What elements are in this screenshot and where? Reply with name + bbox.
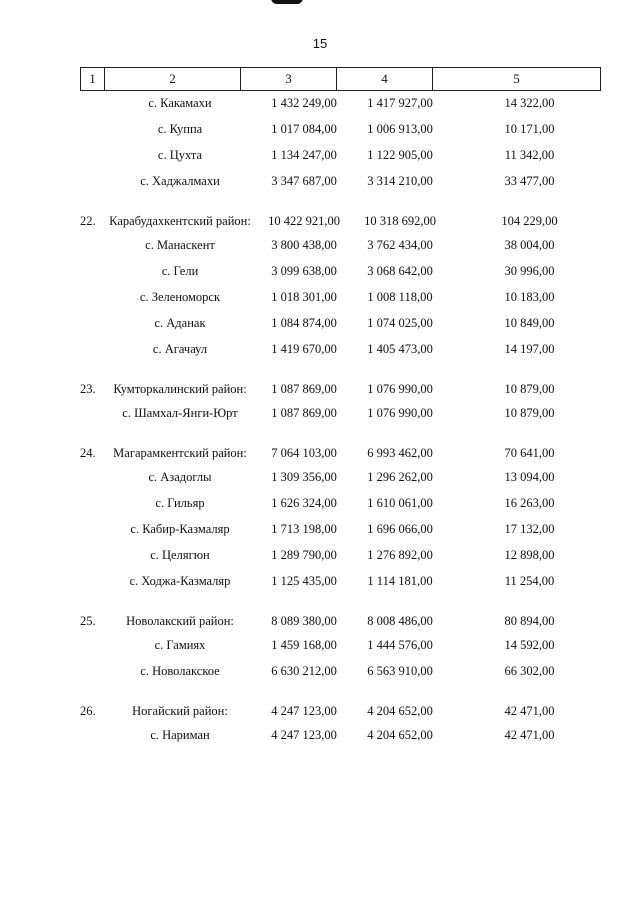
table-row bbox=[80, 173, 601, 189]
row-name: с. Цухта bbox=[157, 148, 203, 162]
row-number bbox=[80, 573, 104, 589]
district-row bbox=[80, 381, 601, 397]
row-number: 25. bbox=[80, 614, 96, 628]
row-name: с. Агачаул bbox=[152, 342, 208, 356]
header-col-5: 5 bbox=[513, 71, 520, 86]
district-row bbox=[80, 613, 601, 629]
value-col-4: 6 563 910,00 bbox=[367, 664, 433, 678]
row-name: с. Гамиях bbox=[154, 638, 206, 652]
value-col-5: 10 879,00 bbox=[504, 382, 555, 396]
row-number: 24. bbox=[80, 446, 96, 460]
value-col-5: 12 898,00 bbox=[504, 548, 555, 562]
row-name: с. Какамахи bbox=[148, 96, 212, 110]
value-col-4: 1 417 927,00 bbox=[367, 96, 433, 110]
value-col-4: 3 762 434,00 bbox=[367, 238, 433, 252]
row-number bbox=[80, 315, 104, 331]
table-row bbox=[80, 727, 601, 743]
row-name: Новолакский район: bbox=[126, 614, 234, 628]
value-col-5: 13 094,00 bbox=[504, 470, 555, 484]
row-name: с. Зеленоморск bbox=[139, 290, 221, 304]
value-col-5: 10 171,00 bbox=[504, 122, 555, 136]
value-col-3: 7 064 103,00 bbox=[271, 446, 337, 460]
table-row bbox=[80, 637, 601, 653]
value-col-3: 1 017 084,00 bbox=[271, 122, 337, 136]
table-row bbox=[80, 289, 601, 305]
row-number bbox=[80, 405, 104, 421]
value-col-3: 10 422 921,00 bbox=[268, 214, 340, 228]
table-row bbox=[80, 237, 601, 253]
row-number bbox=[80, 341, 104, 357]
row-number bbox=[80, 121, 104, 137]
table-header bbox=[80, 67, 601, 91]
value-col-3: 6 630 212,00 bbox=[271, 664, 337, 678]
row-number bbox=[80, 147, 104, 163]
value-col-5: 30 996,00 bbox=[504, 264, 555, 278]
table-row bbox=[80, 263, 601, 279]
value-col-4: 1 276 892,00 bbox=[367, 548, 433, 562]
row-name: с. Азадоглы bbox=[148, 470, 212, 484]
value-col-4: 1 008 118,00 bbox=[367, 290, 433, 304]
row-name: с. Хаджалмахи bbox=[140, 174, 220, 188]
table-row bbox=[80, 663, 601, 679]
value-col-3: 1 018 301,00 bbox=[271, 290, 337, 304]
value-col-5: 16 263,00 bbox=[504, 496, 555, 510]
table-row bbox=[80, 573, 601, 589]
table-row bbox=[80, 315, 601, 331]
value-col-4: 1 444 576,00 bbox=[367, 638, 433, 652]
value-col-3: 1 459 168,00 bbox=[271, 638, 337, 652]
header-col-3: 3 bbox=[241, 68, 337, 90]
district-row bbox=[80, 445, 601, 461]
value-col-5: 14 322,00 bbox=[504, 96, 555, 110]
value-col-4: 4 204 652,00 bbox=[367, 704, 433, 718]
value-col-3: 4 247 123,00 bbox=[271, 704, 337, 718]
table-row bbox=[80, 405, 601, 421]
value-col-4: 1 074 025,00 bbox=[367, 316, 433, 330]
district-row bbox=[80, 213, 601, 229]
row-name: с. Манаскент bbox=[145, 238, 215, 252]
row-number bbox=[80, 495, 104, 511]
value-col-4: 3 314 210,00 bbox=[367, 174, 433, 188]
row-name: Магарамкентский район: bbox=[113, 446, 247, 460]
value-col-3: 3 800 438,00 bbox=[271, 238, 337, 252]
value-col-5: 10 849,00 bbox=[504, 316, 555, 330]
row-name: Карабудахкентский район: bbox=[109, 214, 251, 228]
row-name: с. Целягюн bbox=[150, 548, 210, 562]
value-col-3: 1 626 324,00 bbox=[271, 496, 337, 510]
row-name: с. Кабир-Казмаляр bbox=[130, 522, 230, 536]
table-row bbox=[80, 469, 601, 485]
value-col-4: 4 204 652,00 bbox=[367, 728, 433, 742]
value-col-4: 1 696 066,00 bbox=[367, 522, 433, 536]
value-col-3: 8 089 380,00 bbox=[271, 614, 337, 628]
row-number bbox=[80, 263, 104, 279]
value-col-5: 14 592,00 bbox=[504, 638, 555, 652]
value-col-3: 1 309 356,00 bbox=[271, 470, 337, 484]
table-row bbox=[80, 521, 601, 537]
row-name: с. Ходжа-Казмаляр bbox=[129, 574, 231, 588]
table-row bbox=[80, 121, 601, 137]
value-col-4: 1 610 061,00 bbox=[367, 496, 433, 510]
value-col-3: 1 419 670,00 bbox=[271, 342, 337, 356]
row-number bbox=[80, 637, 104, 653]
row-name: с. Гильяр bbox=[155, 496, 205, 510]
row-number bbox=[80, 547, 104, 563]
value-col-3: 1 125 435,00 bbox=[271, 574, 337, 588]
value-col-3: 4 247 123,00 bbox=[271, 728, 337, 742]
row-name: с. Гели bbox=[161, 264, 199, 278]
value-col-3: 1 289 790,00 bbox=[271, 548, 337, 562]
header-col-2: 2 bbox=[105, 68, 241, 90]
value-col-3: 3 347 687,00 bbox=[271, 174, 337, 188]
value-col-3: 1 087 869,00 bbox=[271, 406, 337, 420]
row-name: Кумторкалинский район: bbox=[113, 382, 247, 396]
value-col-4: 10 318 692,00 bbox=[364, 214, 436, 228]
row-number bbox=[80, 95, 104, 111]
row-number: 23. bbox=[80, 382, 96, 396]
value-col-4: 1 114 181,00 bbox=[367, 574, 433, 588]
value-col-4: 1 076 990,00 bbox=[367, 406, 433, 420]
value-col-4: 3 068 642,00 bbox=[367, 264, 433, 278]
value-col-4: 1 122 905,00 bbox=[367, 148, 433, 162]
table-row bbox=[80, 495, 601, 511]
header-col-1: 1 bbox=[81, 68, 105, 90]
row-name: с. Куппа bbox=[157, 122, 203, 136]
value-col-5: 33 477,00 bbox=[504, 174, 555, 188]
value-col-5: 17 132,00 bbox=[504, 522, 555, 536]
table-row bbox=[80, 147, 601, 163]
value-col-3: 3 099 638,00 bbox=[271, 264, 337, 278]
value-col-5: 42 471,00 bbox=[504, 704, 555, 718]
table-row bbox=[80, 547, 601, 563]
value-col-5: 38 004,00 bbox=[504, 238, 555, 252]
row-name: с. Шамхал-Янги-Юрт bbox=[122, 406, 238, 420]
row-name: с. Новолакское bbox=[140, 664, 220, 678]
value-col-5: 104 229,00 bbox=[501, 214, 558, 228]
row-number bbox=[80, 663, 104, 679]
row-number bbox=[80, 521, 104, 537]
value-col-3: 1 713 198,00 bbox=[271, 522, 337, 536]
value-col-5: 10 183,00 bbox=[504, 290, 555, 304]
value-col-3: 1 084 874,00 bbox=[271, 316, 337, 330]
value-col-5: 11 342,00 bbox=[504, 148, 555, 162]
value-col-3: 1 432 249,00 bbox=[271, 96, 337, 110]
value-col-5: 70 641,00 bbox=[504, 446, 555, 460]
row-number bbox=[80, 173, 104, 189]
value-col-4: 6 993 462,00 bbox=[367, 446, 433, 460]
value-col-5: 66 302,00 bbox=[504, 664, 555, 678]
value-col-5: 11 254,00 bbox=[504, 574, 555, 588]
table-row bbox=[80, 95, 601, 111]
binding-mark bbox=[271, 0, 303, 4]
value-col-4: 1 405 473,00 bbox=[367, 342, 433, 356]
value-col-5: 10 879,00 bbox=[504, 406, 555, 420]
value-col-5: 14 197,00 bbox=[504, 342, 555, 356]
value-col-4: 1 006 913,00 bbox=[367, 122, 433, 136]
row-name: Ногайский район: bbox=[132, 704, 228, 718]
table-row bbox=[80, 341, 601, 357]
table-body bbox=[80, 91, 601, 743]
row-number bbox=[80, 469, 104, 485]
value-col-3: 1 087 869,00 bbox=[271, 382, 337, 396]
row-number: 22. bbox=[80, 214, 96, 228]
value-col-3: 1 134 247,00 bbox=[271, 148, 337, 162]
row-name: с. Аданак bbox=[154, 316, 206, 330]
row-name: с. Нариман bbox=[150, 728, 210, 742]
row-number bbox=[80, 289, 104, 305]
value-col-5: 80 894,00 bbox=[504, 614, 555, 628]
value-col-4: 1 296 262,00 bbox=[367, 470, 433, 484]
district-row bbox=[80, 703, 601, 719]
row-number: 26. bbox=[80, 704, 96, 718]
page-number: 15 bbox=[312, 36, 328, 51]
value-col-5: 42 471,00 bbox=[504, 728, 555, 742]
row-number bbox=[80, 237, 104, 253]
row-number bbox=[80, 727, 104, 743]
header-col-4: 4 bbox=[337, 68, 433, 90]
value-col-4: 1 076 990,00 bbox=[367, 382, 433, 396]
value-col-4: 8 008 486,00 bbox=[367, 614, 433, 628]
